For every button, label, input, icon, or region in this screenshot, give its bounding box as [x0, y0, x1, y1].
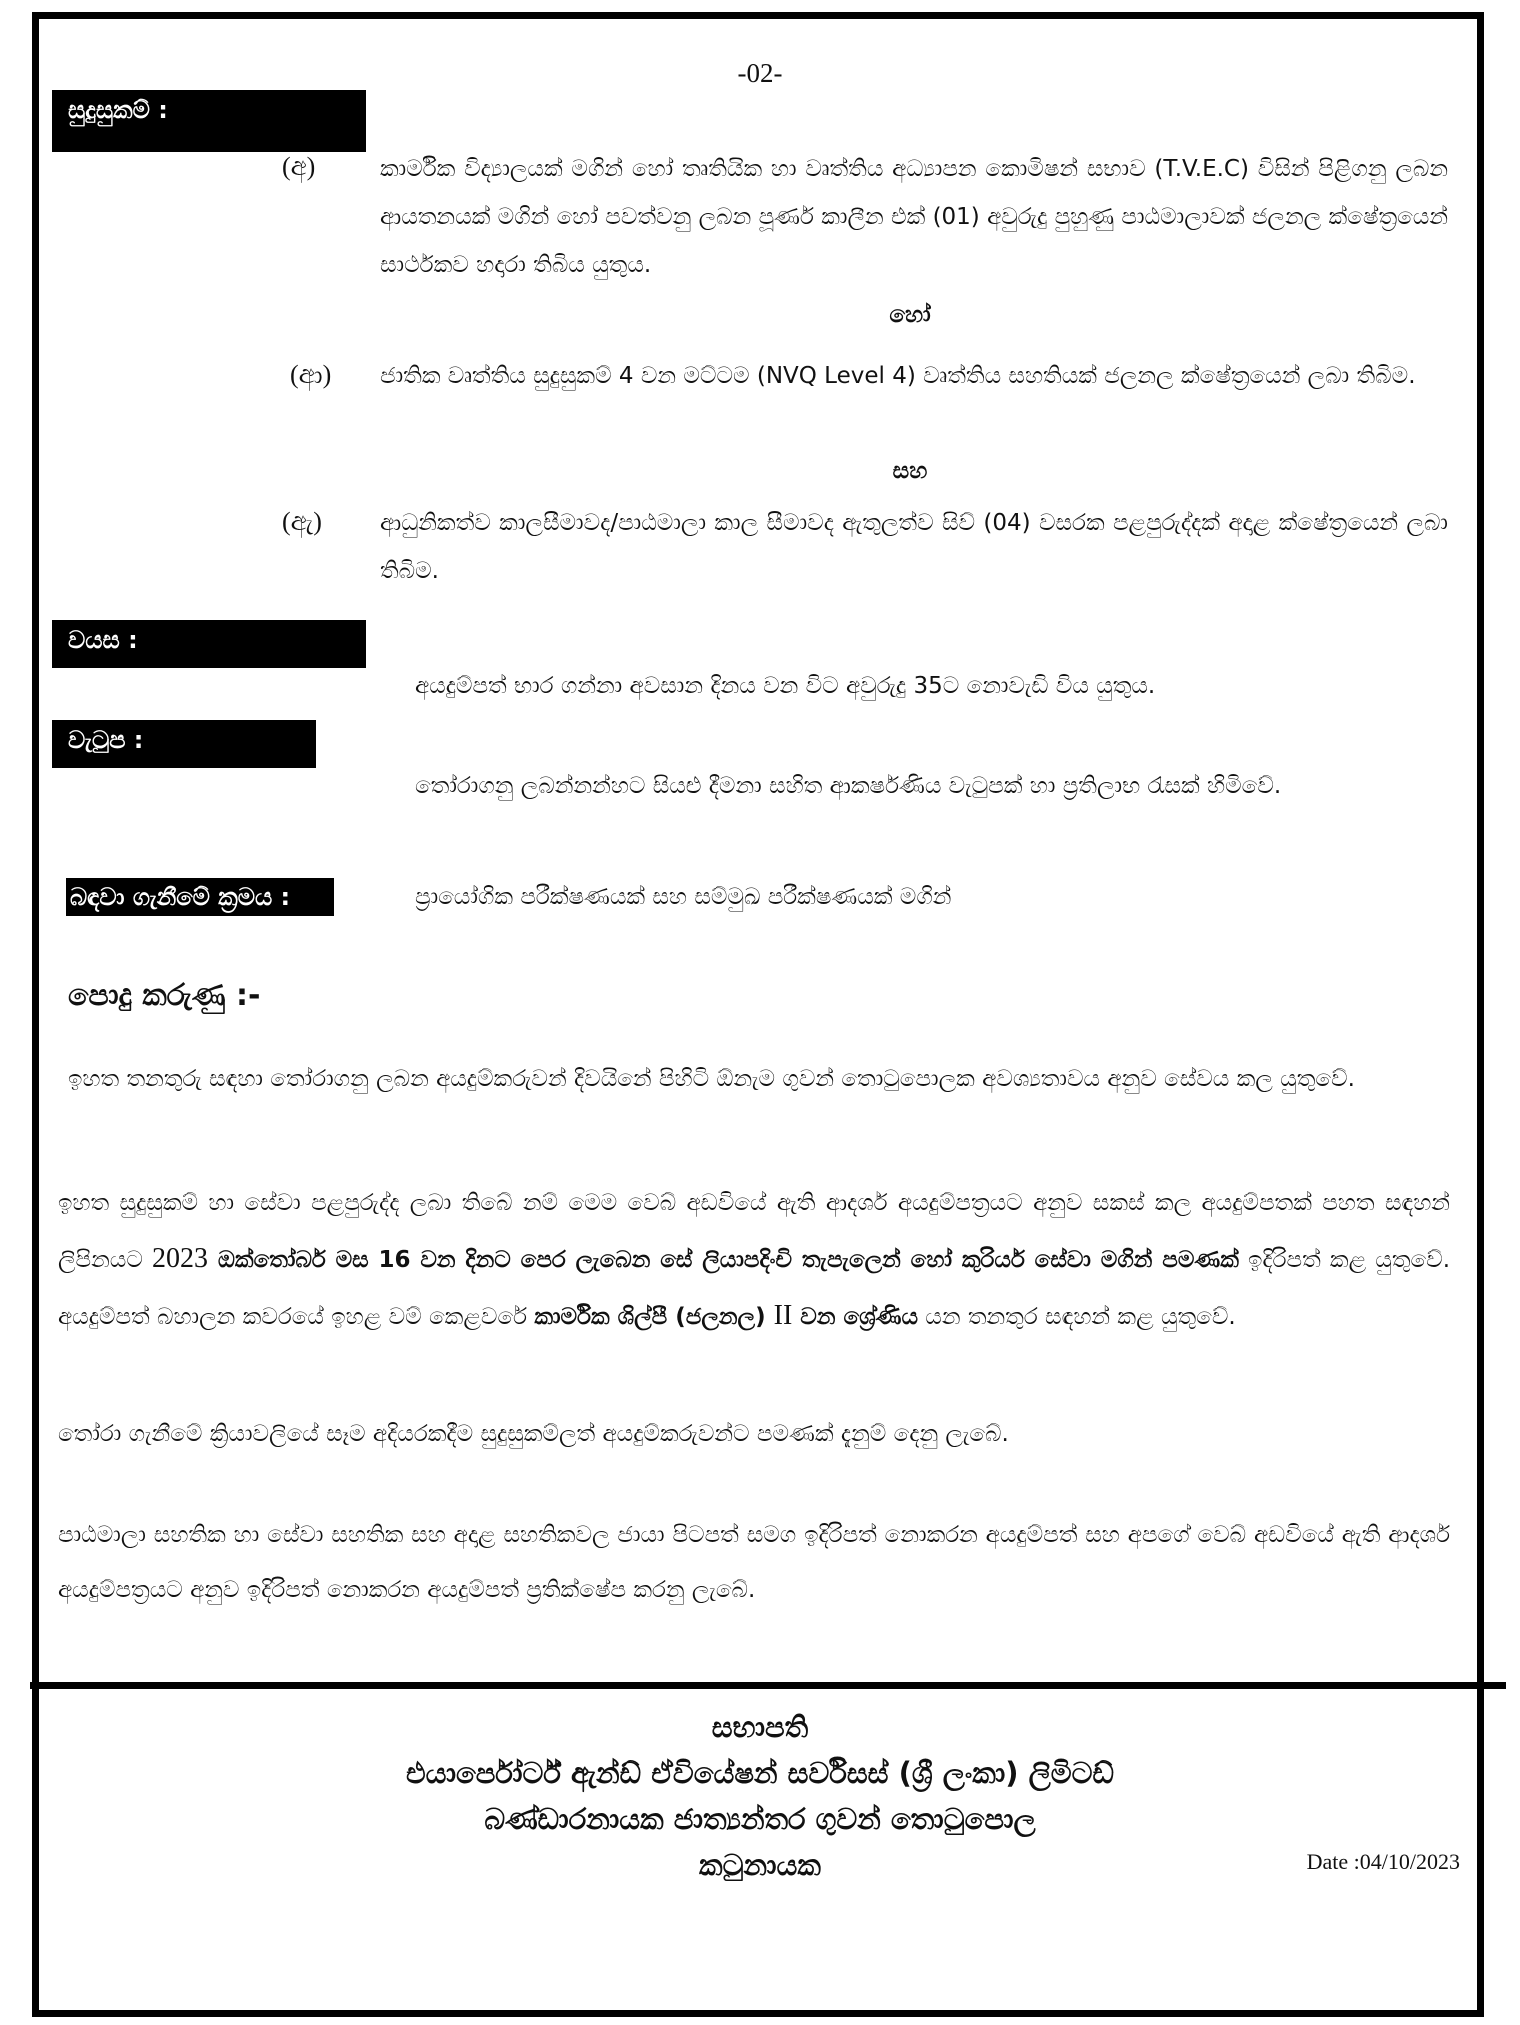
general-paragraph-4: පාඨමාලා සහතික හා සේවා සහතික සහ අදාළ සහතිකවල ජායා පිටපත් සමග ඉදිරිපත් නොකරන අයදුම්පත් සහ අපගේ වෙබ් අඩවියේ ඇති ආදර්ශ අයදුම්පත්‍රයට අනුව ඉදිරිපත් නොකරන අයදුම්පත් ප්‍රතික්ෂේප කරනු ලැබේ.	[58, 1522, 1450, 1603]
qualifications-heading	[52, 90, 366, 152]
salary-heading	[52, 720, 316, 768]
item-a-marker: (අ)	[282, 152, 316, 181]
item-ae-marker: (ඇ)	[282, 507, 322, 536]
signature-title: සභාපති	[711, 1710, 809, 1744]
item-aa-text: ජාතික වෘත්තිය සුදුසුකම් 4 වන මට්ටම (NVQ Level 4) වෘත්තිය සහතියක් ජලනල ක්ෂේත්‍රයෙන් ලබා තිබිම.	[380, 363, 1416, 389]
document-date: Date :04/10/2023	[1306, 1849, 1460, 1874]
divider-rule	[30, 1682, 1506, 1689]
general-heading: පොදු කරුණු :-	[68, 978, 261, 1013]
signature-airport: බණ්ඩාරනායක ජාත්‍යන්තර ගුවන් තොටුපොල	[484, 1802, 1036, 1836]
age-text: අයදුම්පත් භාර ගන්නා අවසාන දිනය වන විට අවුරුදු 35ට නොවැඩි විය යුතුය.	[415, 673, 1156, 699]
recruitment-heading-text: බඳවා ගැනීමේ ක්‍රමය :	[70, 883, 291, 911]
and-label: සහ	[892, 458, 928, 484]
p2-part-a: ඉහත සුදුසුකම් හා සේවා පළපුරුද්ද ලබා තිබේ නම් මෙම වෙබ් අඩවියේ ඇති ආදර්ශ අයදුම්පත්‍රයට අනුව සකස් කල අයදුම්පතක් පහත සඳහන් ලිපිනයට	[58, 1190, 1450, 1273]
salary-text: තෝරාගනු ලබන්නන්හට සියළු දීමනා සහිත ආකර්ෂණිය වැටුපක් හා ප්‍රතිලාභ රැසක් හිමිවේ.	[415, 773, 1282, 799]
or-label: හෝ	[889, 302, 931, 328]
signature-company: එයාර්පෝර්ට් ඇන්ඩ් ඒවියේෂන් සර්විසස් (ශ්‍රී ලංකා) ලිමිටඩ්	[406, 1756, 1114, 1790]
age-heading	[52, 620, 366, 668]
qualifications-heading-text: සුදුසුකම් :	[68, 96, 168, 124]
general-paragraph-1: ඉහත තනතුරු සඳහා තෝරාගනු ලබන අයදුම්කරුවන් දිවයිනේ පිහිටි ඕනැම ගුවන් තොටුපොලක අවශ්‍යතාවය අනුව සේවය කල යුතුවේ.	[68, 1066, 1355, 1092]
page-number: -02-	[737, 58, 783, 88]
item-a-text: කාර්මික විද්‍යාලයක් මගින් හෝ තෘතියික හා වෘත්තිය අධ්‍යාපන කොමිෂන් සභාව (T.V.E.C) විසින් පිළිගනු ලබන ආයතනයක් මගින් හෝ පවත්වනු ලබන පූර්ණ කාලීන එක් (01) අවුරුදු පුහුණු පාඨමාලාවක් ජලනල ක්ෂේත්‍රයෙන් සාර්ථකව හදාරා තිබිය යුතුය.	[380, 156, 1448, 278]
recruitment-text: ප්‍රායෝගික පරීක්ෂණයක් සහ සම්මුඛ පරීක්ෂණයක් මගින්	[415, 884, 952, 910]
salary-heading-text: වැටුප :	[68, 726, 144, 754]
p2-part-e: වන ශ්‍රේණිය	[792, 1304, 918, 1330]
p2-part-f: යන තනතුර සඳහන් කළ යුතුවේ.	[917, 1304, 1236, 1330]
p2-part-d: කාර්මික ශිල්පී (ජලනල)	[534, 1304, 774, 1330]
age-heading-text: වයස :	[68, 626, 138, 654]
p2-roman: II	[773, 1300, 793, 1331]
p2-part-c: ඉදිරිපත් කළ යුතුවේ. අයදුම්පත් බහාලන කවරයේ ඉහළ වම් කෙළවරේ	[58, 1247, 1451, 1330]
general-paragraph-3: තෝරා ගැනීමේ ක්‍රියාවලියේ සෑම අදියරකදීම සුදුසුකම්ලත් අයදුම්කරුවන්ට පමණක් දැනුම් දෙනු ලැබේ.	[58, 1421, 1009, 1447]
general-paragraph-2	[58, 1176, 1450, 1345]
p2-year: 2023	[152, 1243, 209, 1274]
item-aa-marker: (ආ)	[290, 360, 332, 389]
p2-part-b: ඔක්තෝබර් මස 16 වන දිනට පෙර ලැබෙන සේ ලියාපදිංචි තැපැලෙන් හෝ කුරියර් සේවා මගින් පමණක්	[208, 1247, 1239, 1273]
recruitment-heading	[66, 878, 334, 916]
item-ae-text: ආධුනිකත්ව කාලසීමාවද/පාඨමාලා කාල සීමාවද ඇතුලත්ව සිව් (04) වසරක පළපුරුද්දක් අදාළ ක්ෂේත්‍රයෙන් ලබා තිබිම.	[380, 510, 1448, 584]
signature-location: කටුනායක	[699, 1848, 821, 1882]
